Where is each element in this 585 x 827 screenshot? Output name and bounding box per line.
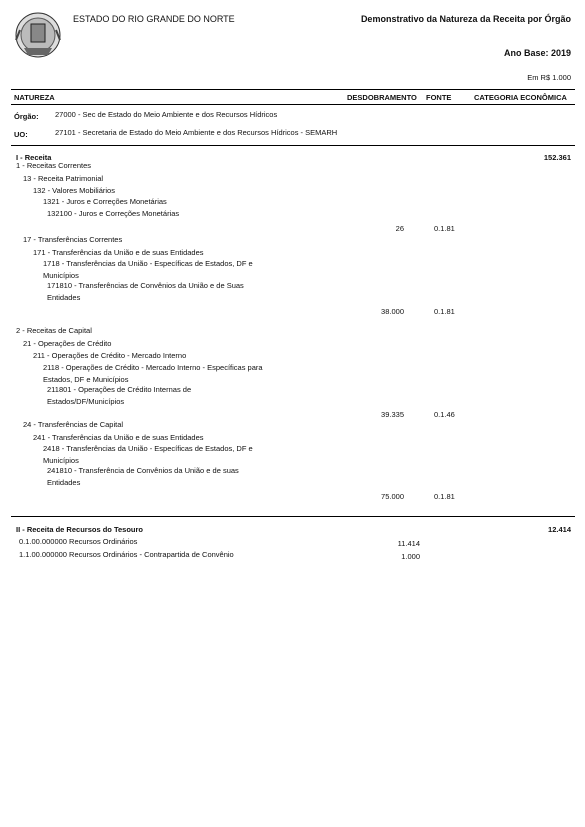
uo-label: UO: <box>14 130 28 139</box>
list-item: 241 - Transferências da União e de suas Entidades <box>33 433 204 442</box>
list-item: 17 - Transferências Correntes <box>23 235 123 244</box>
state-coat-of-arms-logo <box>14 10 62 60</box>
section-divider <box>11 516 575 517</box>
list-item: 211 - Operações de Crédito - Mercado Interno <box>33 351 187 360</box>
desdobramento-value: 39.335 <box>381 410 404 419</box>
col-natureza: NATUREZA <box>14 93 55 102</box>
list-item: 13 - Receita Patrimonial <box>23 174 104 183</box>
table-row-value: 11.414 <box>397 539 420 548</box>
list-item: 2118 - Operações de Crédito - Mercado Interno - Específicas para Estados, DF e Municípios <box>43 363 263 384</box>
list-item: 2418 - Transferências da União - Específicas de Estados, DF e Municípios <box>43 444 253 465</box>
fonte-value: 0.1.81 <box>434 307 455 316</box>
fonte-value: 0.1.81 <box>434 224 455 233</box>
orgao-label: Órgão: <box>14 112 39 121</box>
desdobramento-value: 38.000 <box>381 307 404 316</box>
section-receita-title: I - Receita <box>16 153 52 162</box>
desdobramento-value: 75.000 <box>381 492 404 501</box>
section-tesouro-title: II - Receita de Recursos do Tesouro <box>16 525 143 534</box>
col-fonte: FONTE <box>426 93 452 102</box>
currency-unit: Em R$ 1.000 <box>527 73 571 82</box>
base-year: Ano Base: 2019 <box>503 48 571 58</box>
list-item: 241810 - Transferência de Convênios da União e de suas Entidades <box>47 466 239 487</box>
list-item: 132 - Valores Mobiliários <box>33 186 115 195</box>
section-tesouro-total: 12.414 <box>548 525 571 534</box>
meta-bottom-rule <box>11 145 575 146</box>
state-name: ESTADO DO RIO GRANDE DO NORTE <box>73 14 235 24</box>
header-top-rule <box>11 89 575 90</box>
list-item: 1718 - Transferências da União - Específicas de Estados, DF e Municípios <box>43 259 253 280</box>
list-item: 1321 - Juros e Correções Monetárias <box>43 197 167 206</box>
list-item: 171810 - Transferências de Convênios da União e de Suas Entidades <box>47 281 244 302</box>
table-row-label: 1.1.00.000000 Recursos Ordinários - Contrapartida de Convênio <box>19 550 234 559</box>
list-item: 171 - Transferências da União e de suas Entidades <box>33 248 204 257</box>
desdobramento-value: 26 <box>395 224 404 233</box>
col-desdobramento: DESDOBRAMENTO <box>347 93 417 102</box>
fonte-value: 0.1.46 <box>434 410 455 419</box>
table-row-label: 0.1.00.000000 Recursos Ordinários <box>19 537 138 546</box>
list-item: 211801 - Operações de Crédito Internas de Estados/DF/Municípios <box>47 385 192 406</box>
fonte-value: 0.1.81 <box>434 492 455 501</box>
section-receita-total: 152.361 <box>543 153 571 162</box>
orgao-value: 27000 - Sec de Estado do Meio Ambiente e dos Recursos Hídricos <box>55 110 278 119</box>
col-categoria: CATEGORIA ECONÔMICA <box>474 93 567 102</box>
list-item: 24 - Transferências de Capital <box>23 420 124 429</box>
header-bottom-rule <box>11 104 575 105</box>
table-row-value: 1.000 <box>401 552 420 561</box>
uo-value: 27101 - Secretaria de Estado do Meio Ambiente e dos Recursos Hídricos - SEMARH <box>55 128 338 137</box>
report-title: Demonstrativo da Natureza da Receita por Órgão <box>360 14 571 24</box>
list-item: 2 - Receitas de Capital <box>16 326 92 335</box>
list-item: 1 - Receitas Correntes <box>16 161 92 170</box>
list-item: 132100 - Juros e Correções Monetárias <box>47 209 180 218</box>
list-item: 21 - Operações de Crédito <box>23 339 112 348</box>
